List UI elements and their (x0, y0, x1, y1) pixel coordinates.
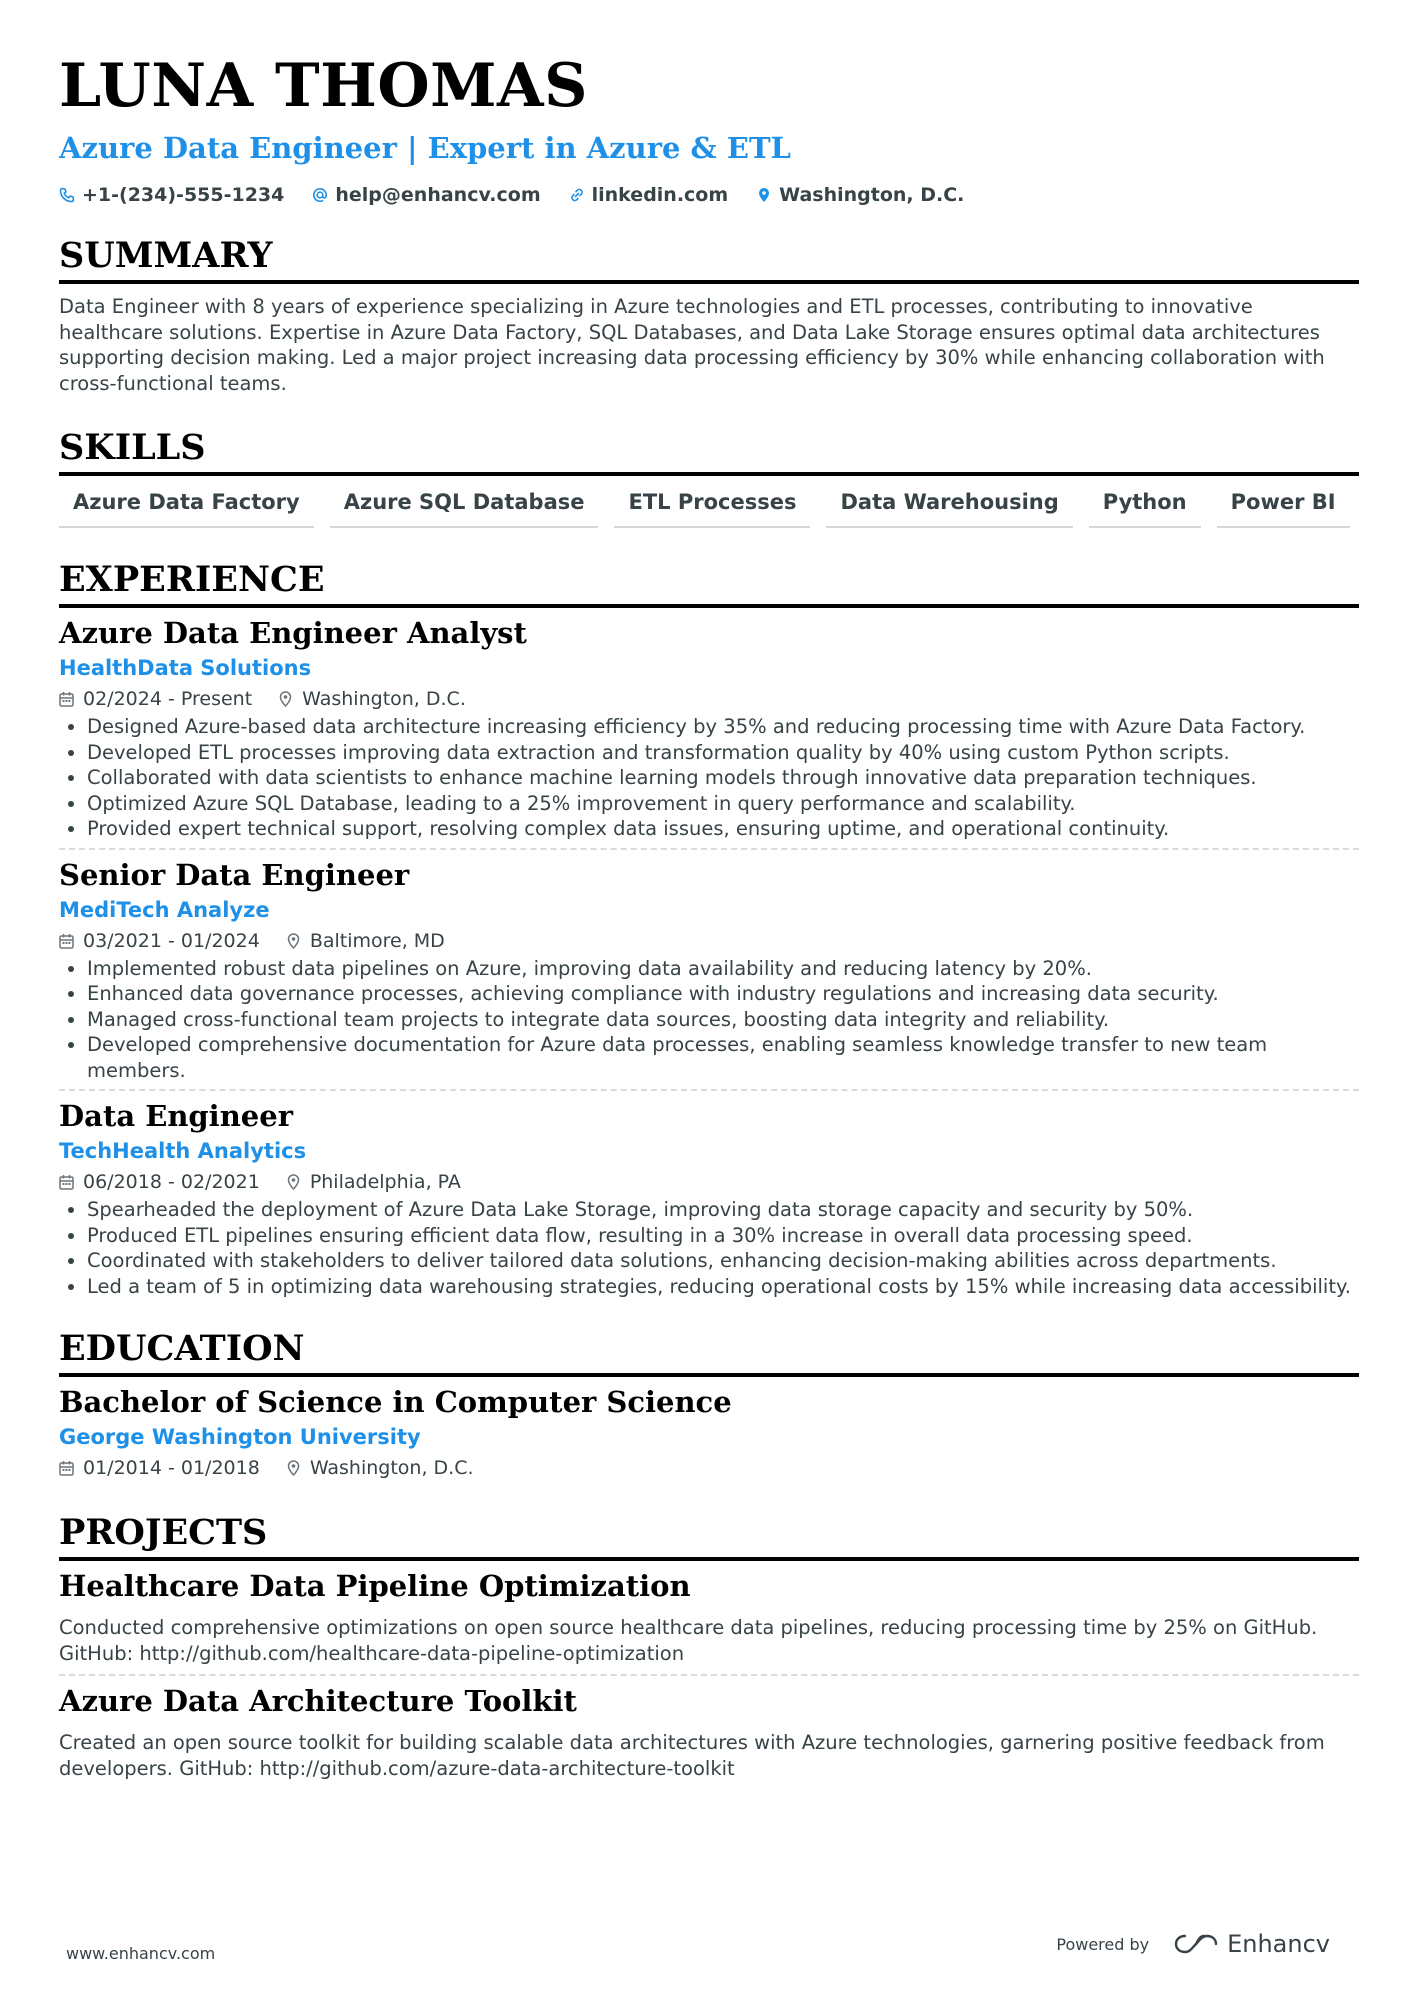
brand-logo[interactable] (1173, 1930, 1330, 1958)
skills-list (59, 488, 1359, 528)
job-title: Azure Data Engineer Analyst (59, 616, 527, 650)
project-entry (59, 1561, 1359, 1666)
education-title: EDUCATION (59, 1325, 1359, 1377)
location-icon (286, 1174, 301, 1190)
bullet-item: • Implemented robust data pipelines on Azure, improving data availability and reducing latency by 20%. (87, 956, 1359, 982)
job-title: Data Engineer (59, 1099, 293, 1133)
bullet-item: • Collaborated with data scientists to enhance machine learning models through innovative data preparation techniques. (87, 765, 1359, 791)
enhancv-logo-icon (1173, 1932, 1219, 1956)
brand-name: Enhancv (1227, 1930, 1330, 1958)
job-dates: 02/2024 - Present (83, 688, 253, 710)
bullet-item: • Coordinated with stakeholders to deliver tailored data solutions, enhancing decision-making abilities across departments. (87, 1248, 1359, 1274)
job-location: Baltimore, MD (309, 929, 445, 952)
job-dates: 06/2018 - 02/2021 (83, 1171, 260, 1193)
calendar-icon (59, 1174, 74, 1190)
project-name: Healthcare Data Pipeline Optimization (59, 1569, 691, 1603)
job-bullets (59, 714, 1359, 842)
education-location: Washington, D.C. (309, 1457, 474, 1479)
contact-phone[interactable] (59, 184, 284, 206)
calendar-icon (59, 933, 74, 949)
job-location: Washington, D.C. (302, 688, 466, 710)
contact-linkedin-text: linkedin.com (591, 184, 729, 206)
job-bullets (59, 1197, 1359, 1299)
candidate-name: LUNA THOMAS (59, 51, 588, 121)
company-name: HealthData Solutions (59, 656, 312, 680)
powered-by-label: Powered by (1056, 1934, 1150, 1954)
skill-tag: Data Warehousing (826, 488, 1072, 528)
skill-tag: ETL Processes (614, 488, 810, 528)
contact-bar (59, 182, 1359, 208)
education-section (59, 1325, 1359, 1483)
experience-title: EXPERIENCE (59, 556, 1359, 608)
headline: Azure Data Engineer | Expert in Azure & ETL (59, 131, 791, 165)
projects-title: PROJECTS (59, 1509, 1359, 1561)
job-meta (59, 1167, 1359, 1197)
footer-website[interactable]: www.enhancv.com (66, 1944, 216, 1963)
summary-title: SUMMARY (59, 232, 1359, 284)
company-name: TechHealth Analytics (59, 1139, 307, 1163)
calendar-icon (59, 691, 74, 707)
location-icon (278, 691, 293, 707)
contact-location (756, 184, 964, 206)
bullet-item: • Provided expert technical support, resolving complex data issues, ensuring uptime, and operational continuity. (87, 816, 1359, 842)
school-name: George Washington University (59, 1425, 421, 1449)
experience-entry (59, 608, 1359, 842)
job-title: Senior Data Engineer (59, 857, 410, 892)
location-icon (286, 1460, 301, 1476)
summary-section (59, 232, 1359, 396)
bullet-item: • Optimized Azure SQL Database, leading to a 25% improvement in query performance and scalability. (87, 791, 1359, 817)
job-meta (59, 926, 1359, 956)
bullet-item: • Developed comprehensive documentation for Azure data processes, enabling seamless knowledge transfer to new team members. (87, 1032, 1359, 1083)
location-icon (286, 933, 301, 949)
project-entry (59, 1674, 1359, 1781)
experience-entry (59, 1089, 1359, 1299)
job-dates: 03/2021 - 01/2024 (83, 929, 260, 952)
contact-email-text: help@enhancv.com (335, 184, 541, 206)
skill-tag: Python (1089, 488, 1201, 528)
phone-icon (59, 187, 75, 203)
project-name: Azure Data Architecture Toolkit (59, 1684, 577, 1718)
bullet-item: • Developed ETL processes improving data extraction and transformation quality by 40% using custom Python scripts. (87, 740, 1359, 766)
project-description: Created an open source toolkit for building scalable data architectures with Azure technologies, garnering positive feedback from developers. GitHub: http://github.com/azure-data-architecture-toolkit (59, 1731, 1325, 1780)
skill-tag: Power BI (1217, 488, 1350, 528)
skills-section (59, 424, 1359, 528)
contact-linkedin[interactable] (569, 184, 729, 206)
footer-branding (1056, 1930, 1330, 1958)
job-meta (59, 684, 1359, 714)
bullet-item: • Produced ETL pipelines ensuring efficient data flow, resulting in a 30% increase in overall data processing speed. (87, 1223, 1359, 1249)
education-meta (59, 1453, 1359, 1483)
location-icon (756, 187, 772, 203)
education-entry (59, 1377, 1359, 1483)
bullet-item: • Managed cross-functional team projects to integrate data sources, boosting data integrity and reliability. (87, 1007, 1359, 1033)
skill-tag: Azure SQL Database (330, 488, 599, 528)
contact-location-text: Washington, D.C. (779, 184, 965, 206)
bullet-item: • Led a team of 5 in optimizing data warehousing strategies, reducing operational costs by 15% while increasing data accessibility. (87, 1274, 1359, 1300)
resume-page (59, 0, 1359, 1781)
experience-section (59, 556, 1359, 1299)
summary-text: Data Engineer with 8 years of experience specializing in Azure technologies and ETL processes, contributing to innovative healthcare solutions. Expertise in Azure Data Factory, SQL Databases, and Data Lake Storage ensures optimal data architectures supporting decision making. Led a major project increasing data processing efficiency by 30% while enhancing collaboration with cross-functional teams. (59, 295, 1325, 395)
job-location: Philadelphia, PA (309, 1171, 461, 1193)
calendar-icon (59, 1460, 74, 1476)
job-bullets (59, 956, 1359, 1084)
bullet-item: • Enhanced data governance processes, achieving compliance with industry regulations and increasing data security. (87, 981, 1359, 1007)
skills-title: SKILLS (59, 424, 1359, 476)
project-description: Conducted comprehensive optimizations on open source healthcare data pipelines, reducing processing time by 25% on GitHub. GitHub: http://github.com/healthcare-data-pipeline-optimization (59, 1616, 1318, 1665)
company-name: MediTech Analyze (59, 897, 270, 922)
education-dates: 01/2014 - 01/2018 (83, 1457, 260, 1479)
bullet-item: • Designed Azure-based data architecture increasing efficiency by 35% and reducing processing time with Azure Data Factory. (87, 714, 1359, 740)
experience-entry (59, 848, 1359, 1084)
contact-phone-text: +1-(234)-555-1234 (82, 184, 285, 206)
degree-title: Bachelor of Science in Computer Science (59, 1385, 732, 1419)
bullet-item: • Spearheaded the deployment of Azure Data Lake Storage, improving data storage capacity and security by 50%. (87, 1197, 1359, 1223)
skill-tag: Azure Data Factory (59, 488, 314, 528)
projects-section (59, 1509, 1359, 1781)
at-icon (312, 187, 328, 203)
link-icon (569, 187, 585, 203)
contact-email[interactable] (312, 184, 540, 206)
